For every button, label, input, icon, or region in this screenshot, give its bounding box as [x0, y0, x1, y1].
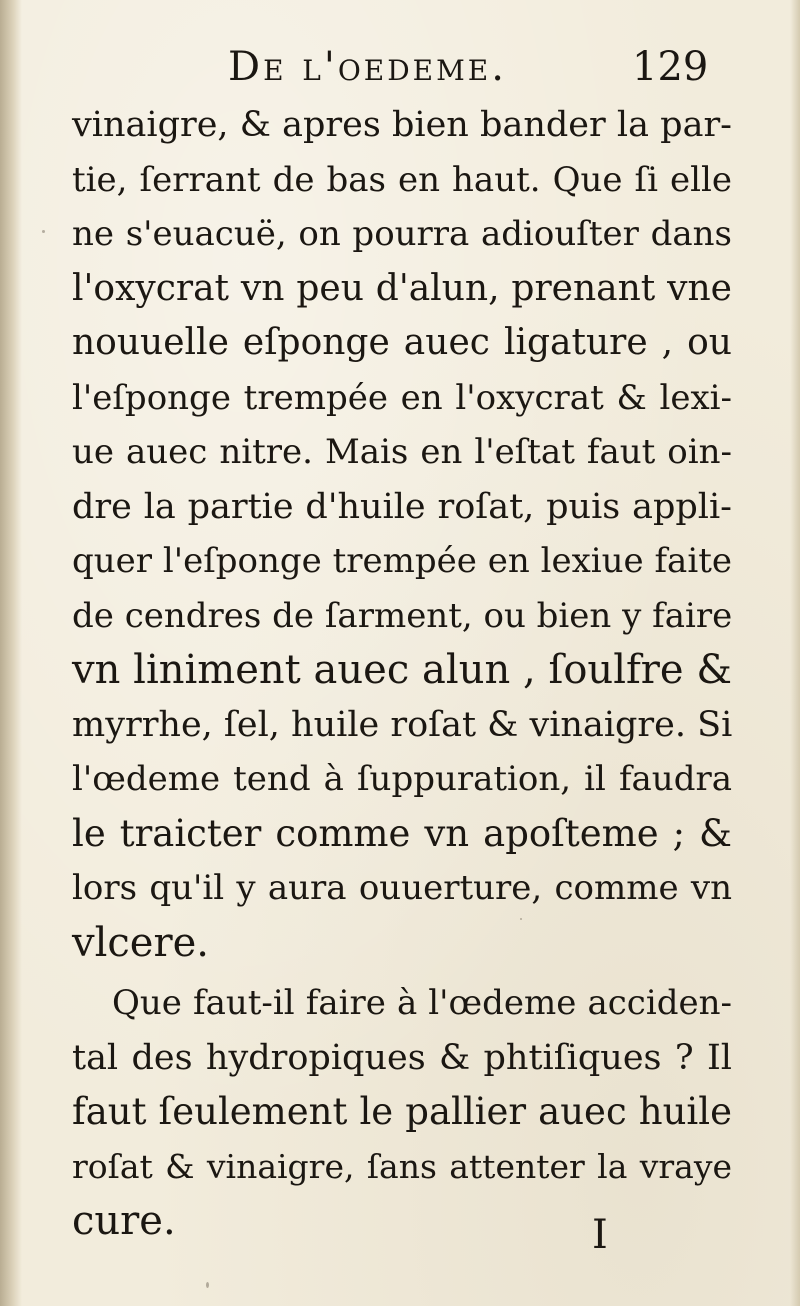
page-header	[0, 40, 800, 100]
text-line: l'œdeme tend à ſuppuration, il faudra	[72, 759, 732, 799]
text-line: vlcere.	[72, 919, 209, 966]
text-line: de cendres de ſarment, ou bien y faire	[72, 595, 733, 636]
ink-speck	[520, 918, 522, 920]
body-text	[72, 98, 732, 1249]
text-line: quer l'eſponge trempée en lexiue faite	[72, 541, 732, 581]
text-line: vn liniment auec alun , ſoulfre &	[72, 647, 732, 693]
text-line: lors qu'il y aura ouuerture, comme vn	[72, 868, 732, 908]
text-line: l'oxycrat vn peu d'alun, prenant vne	[72, 267, 732, 309]
text-line: dre la partie d'huile roſat, puis appli-	[72, 486, 732, 527]
ink-speck	[206, 1282, 209, 1288]
paragraph	[72, 98, 732, 970]
text-line: cure.	[72, 1198, 176, 1244]
text-line: ne s'euacuë, on pourra adiouſter dans	[72, 214, 732, 254]
text-line: faut ſeulement le pallier auec huile	[72, 1090, 732, 1133]
ink-speck	[42, 230, 45, 233]
text-line: ue auec nitre. Mais en l'eſtat faut oin-	[72, 432, 732, 472]
running-title: De l'oedeme.	[228, 44, 507, 90]
text-line: vinaigre, & apres bien bander la par-	[72, 105, 732, 145]
page-number: 129	[632, 44, 709, 90]
page-edge	[790, 0, 800, 1306]
paragraph	[72, 976, 732, 1249]
gutter-shadow	[0, 0, 22, 1306]
text-line: myrrhe, ſel, huile roſat & vinaigre. Si	[72, 704, 733, 745]
text-line: tie, ſerrant de bas en haut. Que ſi elle	[72, 159, 732, 200]
signature-mark: I	[592, 1212, 608, 1258]
text-line: nouuelle eſponge auec ligature , ou	[72, 322, 732, 363]
text-line: tal des hydropiques & phtiſiques ? Il	[72, 1037, 732, 1078]
text-line: roſat & vinaigre, ſans attenter la vraye	[72, 1146, 732, 1186]
text-line: l'eſponge trempée en l'oxycrat & lexi-	[72, 377, 732, 418]
text-line: le traicter comme vn apoſteme ; &	[72, 811, 732, 855]
text-line: Que faut-il faire à l'œdeme acciden-	[112, 983, 732, 1023]
